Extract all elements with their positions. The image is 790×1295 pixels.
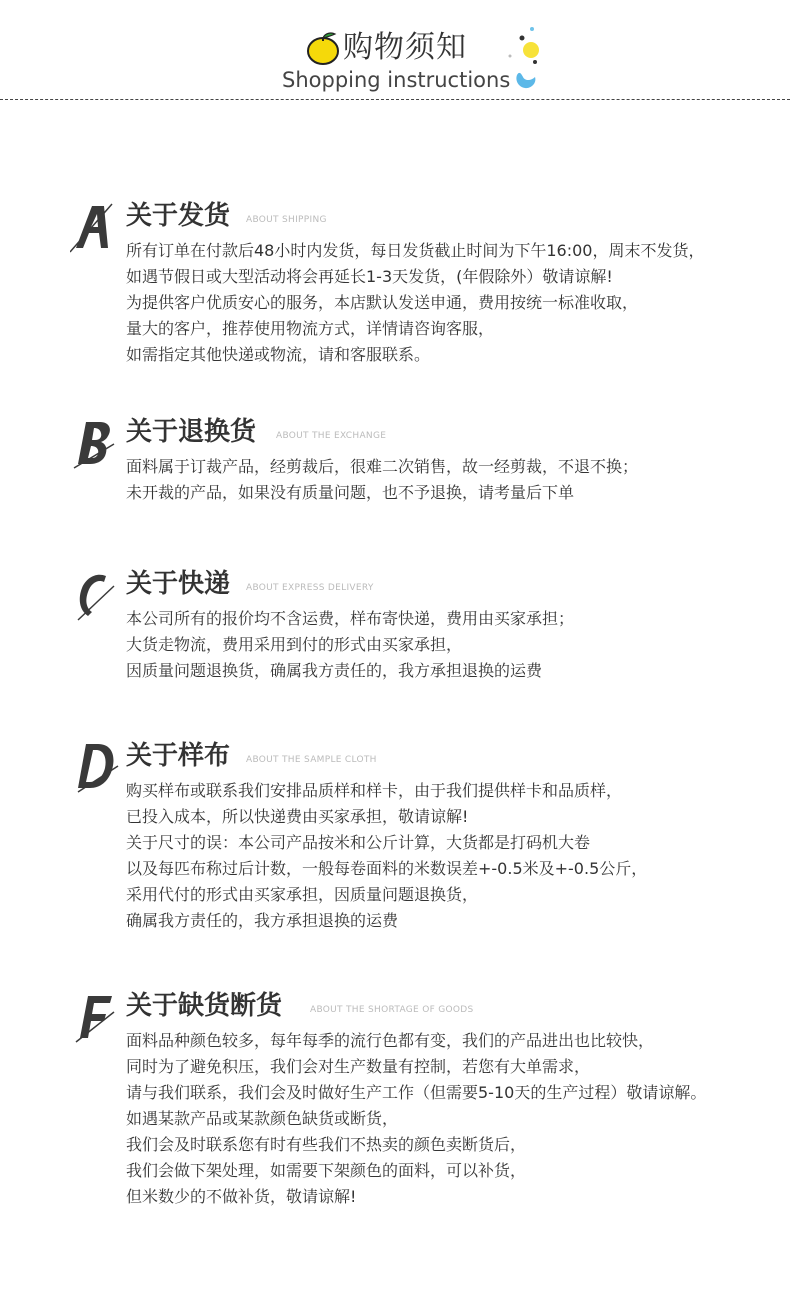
section-subtitle: ABOUT THE EXCHANGE bbox=[276, 431, 387, 441]
letter-b-icon bbox=[70, 416, 130, 476]
body-line: 大货走物流，费用采用到付的形式由买家承担， bbox=[126, 635, 463, 654]
body-line: 为提供客户优质安心的服务，本店默认发送申通，费用按统一标准收取， bbox=[126, 293, 639, 312]
section-subtitle: ABOUT THE SAMPLE CLOTH bbox=[246, 755, 377, 765]
body-line: 我们会做下架处理，如需要下架颜色的面料，可以补货， bbox=[126, 1161, 527, 1180]
body-line: 已投入成本，所以快递费由买家承担，敬请谅解! bbox=[126, 807, 469, 826]
body-line: 我们会及时联系您有时有些我们不热卖的颜色卖断货后， bbox=[126, 1135, 527, 1154]
section-subtitle: ABOUT SHIPPING bbox=[246, 215, 327, 225]
section-body bbox=[126, 454, 638, 506]
page-title: 购物须知 bbox=[343, 30, 467, 65]
section-title: 关于样布 bbox=[126, 741, 231, 771]
section-subtitle: ABOUT THE SHORTAGE OF GOODS bbox=[310, 1005, 474, 1015]
section-body bbox=[126, 1028, 706, 1210]
section-title: 关于发货 bbox=[126, 201, 231, 231]
body-line: 购买样布或联系我们安排品质样和样卡，由于我们提供样卡和品质样， bbox=[126, 781, 623, 800]
body-line: 如遇某款产品或某款颜色缺货或断货， bbox=[126, 1109, 399, 1128]
letter-e-icon bbox=[70, 990, 130, 1050]
body-line: 量大的客户，推荐使用物流方式，详情请咨询客服， bbox=[126, 319, 495, 338]
body-line: 以及每匹布称过后计数，一般每卷面料的米数误差+-0.5米及+-0.5公斤， bbox=[126, 859, 648, 878]
section-body bbox=[126, 238, 704, 368]
body-line: 所有订单在付款后48小时内发货，每日发货截止时间为下午16:00，周末不发货， bbox=[126, 241, 705, 260]
letter-d-icon bbox=[70, 740, 130, 800]
section-body bbox=[126, 778, 647, 934]
section-title: 关于快递 bbox=[126, 569, 231, 599]
body-line: 面料属于订裁产品，经剪裁后，很难二次销售，故一经剪裁，不退不换； bbox=[126, 457, 639, 476]
section-title: 关于退换货 bbox=[126, 417, 257, 447]
page-subtitle: Shopping instructions bbox=[282, 68, 511, 92]
section-title: 关于缺货断货 bbox=[126, 991, 283, 1021]
body-line: 关于尺寸的误：本公司产品按米和公斤计算，大货都是打码机大卷 bbox=[126, 833, 591, 852]
decorative-dots-icon bbox=[505, 25, 545, 95]
letter-c-icon bbox=[70, 568, 130, 628]
body-line: 本公司所有的报价均不含运费，样布寄快递，费用由买家承担； bbox=[126, 609, 575, 628]
body-line: 如遇节假日或大型活动将会再延长1-3天发货，(年假除外）敬请谅解! bbox=[126, 267, 613, 286]
dashed-divider bbox=[0, 99, 790, 100]
body-line: 但米数少的不做补货，敬请谅解! bbox=[126, 1187, 357, 1206]
body-line: 如需指定其他快递或物流，请和客服联系。 bbox=[126, 345, 431, 364]
section-subtitle: ABOUT EXPRESS DELIVERY bbox=[246, 583, 374, 593]
body-line: 确属我方责任的，我方承担退换的运费 bbox=[126, 911, 399, 930]
body-line: 未开裁的产品，如果没有质量问题，也不予退换，请考量后下单 bbox=[126, 483, 575, 502]
lemon-icon bbox=[305, 30, 341, 66]
body-line: 因质量问题退换货，确属我方责任的，我方承担退换的运费 bbox=[126, 661, 543, 680]
body-line: 同时为了避免积压，我们会对生产数量有控制，若您有大单需求， bbox=[126, 1057, 591, 1076]
body-line: 请与我们联系，我们会及时做好生产工作（但需要5-10天的生产过程）敬请谅解。 bbox=[126, 1083, 707, 1102]
section-body bbox=[126, 606, 574, 684]
body-line: 面料品种颜色较多，每年每季的流行色都有变，我们的产品进出也比较快， bbox=[126, 1031, 655, 1050]
body-line: 采用代付的形式由买家承担，因质量问题退换货， bbox=[126, 885, 479, 904]
page-header bbox=[0, 0, 790, 110]
letter-a-icon bbox=[70, 200, 130, 260]
